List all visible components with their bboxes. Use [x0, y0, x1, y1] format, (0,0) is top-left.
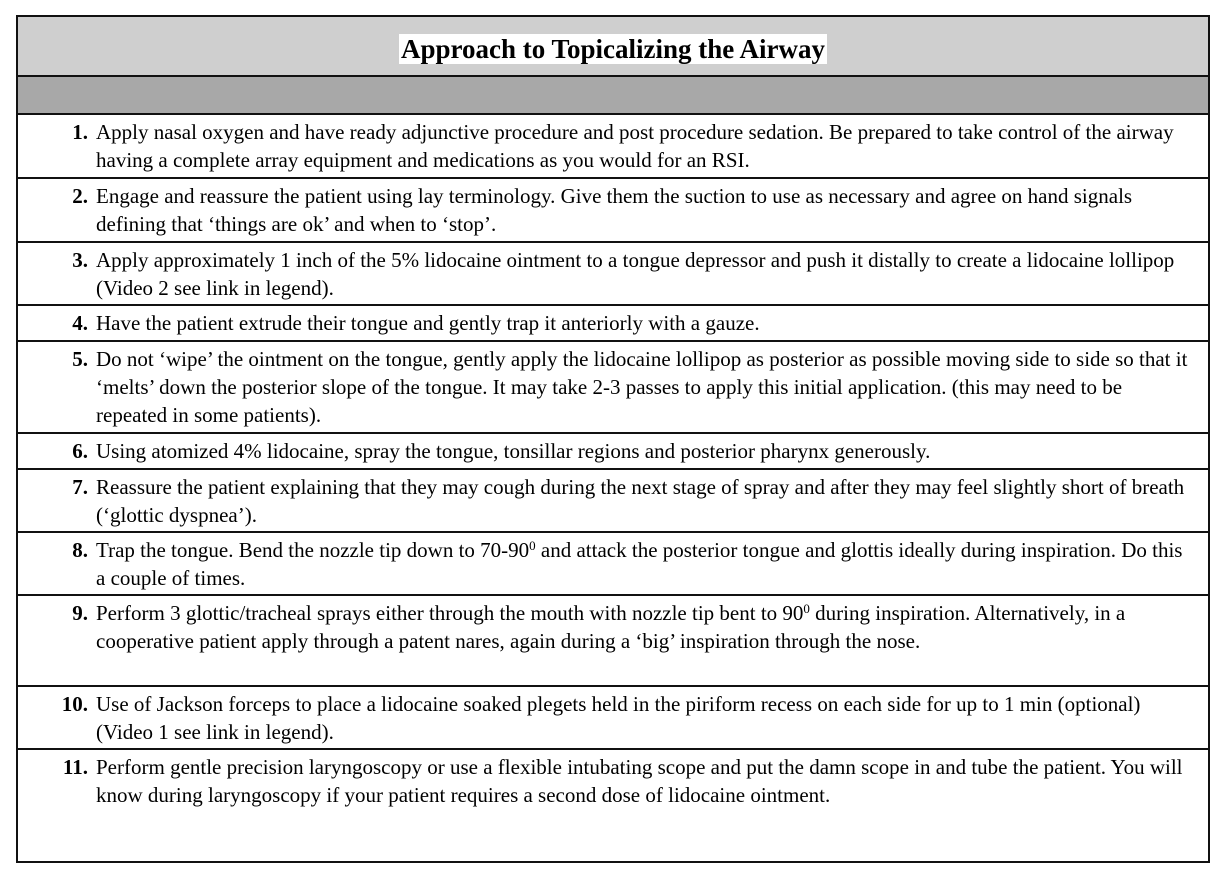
title-row [18, 17, 1208, 77]
procedure-table [16, 15, 1210, 863]
header-spacer-row [18, 77, 1208, 115]
step-number: 7. [72, 475, 88, 499]
step-text: Have the patient extrude their tongue and gently trap it anteriorly with a gauze. [96, 311, 760, 335]
step-text: Perform gentle precision laryngoscopy or use a flexible intubating scope and put the damn scope in and tube the patient. You will know during laryngoscopy if your patient requires a second dose of lidocaine ointment. [96, 755, 1183, 807]
step-text-part: during inspiration. Alternatively, in a cooperative patient apply through a patent nares, again during a ‘big’ inspiration through the nose. [96, 601, 1126, 653]
step-row [18, 306, 1208, 342]
degree-superscript: 0 [529, 538, 536, 553]
step-text: Engage and reassure the patient using lay terminology. Give them the suction to use as necessary and agree on hand signals defining that ‘things are ok’ and when to ‘stop’. [96, 184, 1133, 236]
step-row [18, 115, 1208, 179]
step-number: 1. [72, 120, 88, 144]
step-row [18, 533, 1208, 596]
step-text: Apply approximately 1 inch of the 5% lidocaine ointment to a tongue depressor and push it distally to create a lidocaine lollipop (Video 2 see link in legend). [96, 248, 1175, 300]
step-text-part: Perform 3 glottic/tracheal sprays either through the mouth with nozzle tip bent to 90 [96, 601, 804, 625]
step-number: 11. [62, 755, 88, 779]
step-number: 4. [72, 311, 88, 335]
step-number: 9. [72, 601, 88, 625]
step-number: 6. [72, 439, 88, 463]
step-number: 10. [61, 692, 88, 716]
step-row [18, 434, 1208, 470]
step-text [96, 533, 1208, 594]
step-row [18, 687, 1208, 750]
step-text: Using atomized 4% lidocaine, spray the tongue, tonsillar regions and posterior pharynx generously. [96, 439, 931, 463]
degree-superscript: 0 [803, 601, 810, 616]
step-text: Use of Jackson forceps to place a lidocaine soaked plegets held in the piriform recess on each side for up to 1 min (optional) (Video 1 see link in legend). [96, 692, 1141, 744]
step-text-part: and attack the posterior tongue and glottis ideally during inspiration. Do this a couple of times. [96, 538, 1183, 590]
step-text: Do not ‘wipe’ the ointment on the tongue, gently apply the lidocaine lollipop as posterior as possible moving side to side so that it ‘melts’ down the posterior slope of the tongue. It may take 2-3 passes to apply this initial application. (this may need to be repeated in some patients). [96, 347, 1188, 427]
step-text-part: Trap the tongue. Bend the nozzle tip down to 70-90 [96, 538, 530, 562]
step-number: 8. [72, 538, 88, 562]
step-number: 5. [72, 347, 88, 371]
step-row [18, 750, 1208, 861]
step-row [18, 243, 1208, 306]
step-text: Apply nasal oxygen and have ready adjunctive procedure and post procedure sedation. Be prepared to take control of the airway having a complete array equipment and medications as you would for an RSI. [96, 120, 1174, 172]
step-row [18, 596, 1208, 687]
step-text [96, 596, 1208, 685]
step-row [18, 179, 1208, 243]
step-text: Reassure the patient explaining that they may cough during the next stage of spray and after they may feel slightly short of breath (‘glottic dyspnea’). [96, 475, 1185, 527]
step-number: 2. [72, 184, 88, 208]
step-row [18, 342, 1208, 434]
step-number: 3. [72, 248, 88, 272]
step-row [18, 470, 1208, 533]
table-title: Approach to Topicalizing the Airway [400, 34, 826, 64]
